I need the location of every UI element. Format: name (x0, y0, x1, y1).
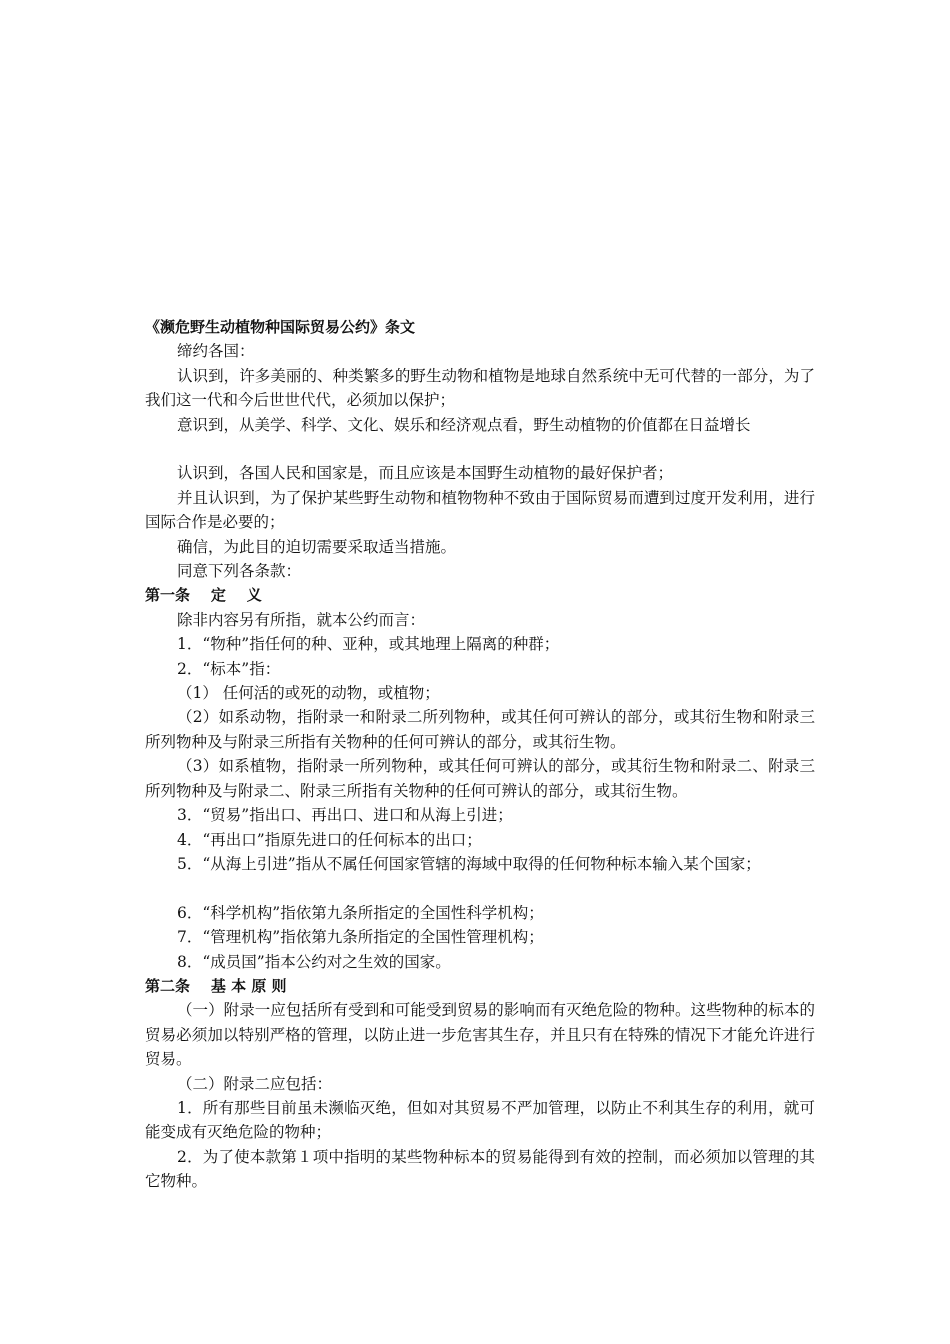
article-1-item: 8．“成员国”指本公约对之生效的国家。 (177, 952, 451, 971)
blank-line (145, 876, 815, 900)
preamble-paragraph: 同意下列各条款： (177, 562, 302, 581)
document-body (145, 315, 815, 1194)
blank-line (145, 437, 815, 461)
preamble-paragraph: 缔约各国： (177, 342, 255, 361)
article-1-item: 7．“管理机构”指依第九条所指定的全国性管理机构； (177, 928, 544, 947)
article-2-item: （二）附录二应包括： (177, 1074, 333, 1093)
article-1-item: 1．“物种”指任何的种、亚种，或其地理上隔离的种群； (177, 635, 560, 654)
preamble-paragraph: 确信，为此目的迫切需要采取适当措施。 (177, 537, 457, 556)
article-1-item: 3．“贸易”指出口、再出口、进口和从海上引进； (177, 806, 513, 825)
preamble-paragraph: 并且认识到，为了保护某些野生动物和植物物种不致由于国际贸易而遭到过度开发利用，进行国际合作是必要的； (145, 488, 815, 532)
article-1-item: 除非内容另有所指，就本公约而言： (177, 610, 426, 629)
article-1-item: （2）如系动物，指附录一和附录二所列物种，或其任何可辨认的部分，或其衍生物和附录三所列物种及与附录三所指有关物种的任何可辨认的部分，或其衍生物。 (145, 708, 815, 751)
document-title: 《濒危野生动植物种国际贸易公约》条文 (145, 318, 416, 336)
article-2-item: 2．为了使本款第１项中指明的某些物种标本的贸易能得到有效的控制，而必须加以管理的其它物种。 (145, 1147, 815, 1191)
article-2-heading: 第二条 基 本 原 则 (145, 976, 287, 995)
preamble-paragraph: 意识到，从美学、科学、文化、娱乐和经济观点看，野生动植物的价值都在日益增长 (177, 415, 751, 434)
article-2-item: 1．所有那些目前虽未濒临灭绝，但如对其贸易不严加管理，以防止不利其生存的利用，就可能变成有灭绝危险的物种； (145, 1098, 815, 1142)
article-1-heading: 第一条 定 义 (145, 586, 262, 605)
article-1-item: 2．“标本”指： (177, 659, 281, 678)
preamble-paragraph: 认识到，各国人民和国家是，而且应该是本国野生动植物的最好保护者； (177, 464, 674, 483)
article-1-item: （1） 任何活的或死的动物，或植物； (177, 684, 440, 703)
article-2-item: （一）附录一应包括所有受到和可能受到贸易的影响而有灭绝危险的物种。这些物种的标本的贸易必须加以特别严格的管理，以防止进一步危害其生存，并且只有在特殊的情况下才能允许进行贸易。 (145, 1001, 815, 1069)
article-1-item: 5．“从海上引进”指从不属任何国家管辖的海域中取得的任何物种标本输入某个国家； (177, 854, 761, 873)
article-1-item: 6．“科学机构”指依第九条所指定的全国性科学机构； (177, 903, 544, 922)
article-1-item: （3）如系植物，指附录一所列物种，或其任何可辨认的部分，或其衍生物和附录二、附录三所列物种及与附录二、附录三所指有关物种的任何可辨认的部分，或其衍生物。 (145, 757, 815, 800)
article-1-item: 4．“再出口”指原先进口的任何标本的出口； (177, 830, 482, 849)
preamble-paragraph: 认识到，许多美丽的、种类繁多的野生动物和植物是地球自然系统中无可代替的一部分，为了我们这一代和今后世世代代，必须加以保护； (145, 366, 815, 410)
